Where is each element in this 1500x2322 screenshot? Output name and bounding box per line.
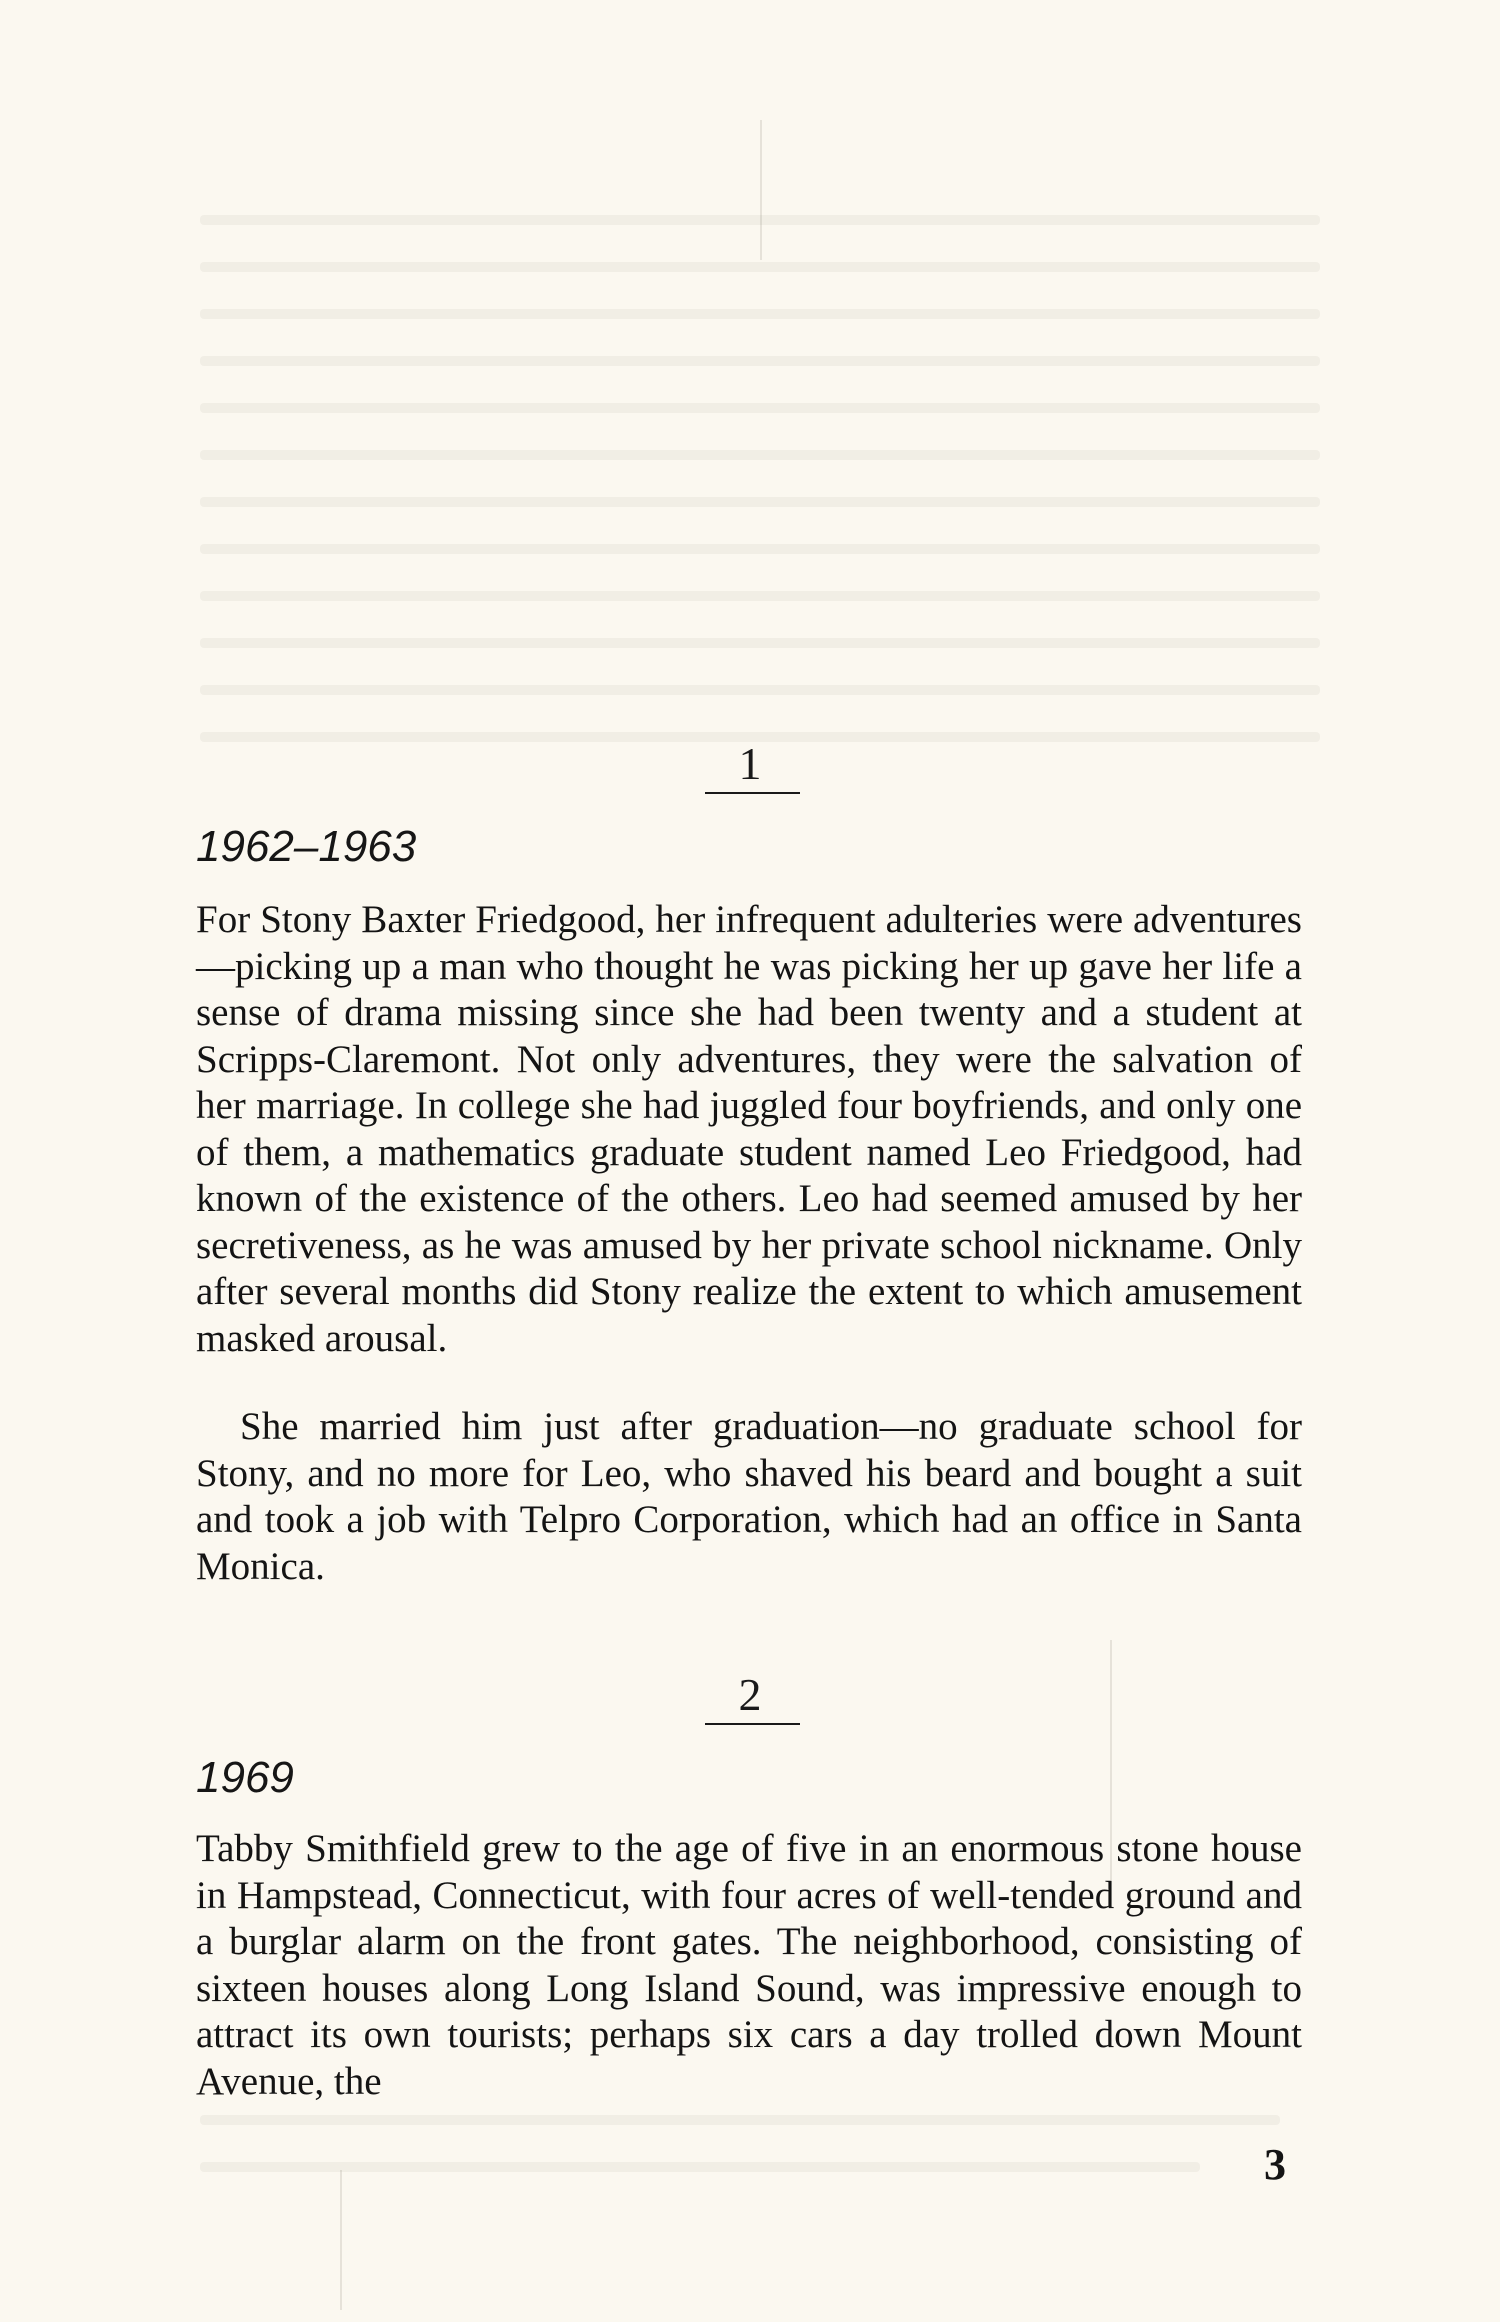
bleed-through-line [200, 262, 1320, 272]
bleed-through-line [200, 2115, 1280, 2125]
chapter-1-paragraph-1: For Stony Baxter Friedgood, her infrequent adulteries were adventures—picking up a man who thought he was picking her up gave her life a sense of drama missing since she had been twenty and a student at Scripps-Claremont. Not only adventures, they were the salvation of her marriage. In college she had juggled four boyfriends, and only one of them, a mathematics graduate student named Leo Friedgood, had known of the existence of the others. Leo had seemed amused by her secretiveness, as he was amused by her private school nickname. Only after several months did Stony realize the extent to which amusement masked arousal. [196, 898, 1302, 1360]
page-number: 3 [1264, 2140, 1286, 2189]
chapter-1-date: 1962–1963 [196, 822, 417, 871]
bleed-through-line [200, 403, 1320, 413]
page-crease [760, 120, 762, 260]
bleed-through-line [200, 450, 1320, 460]
bleed-through-line [200, 544, 1320, 554]
bleed-through-line [200, 309, 1320, 319]
bleed-through-line [200, 2162, 1200, 2172]
chapter-1-number: 1 [738, 738, 762, 789]
chapter-1-paragraph-2: She married him just after graduation—no graduate school for Stony, and no more for Leo, who shaved his beard and bought a suit and took a job with Telpro Corporation, which had an office in Santa Monica. [196, 1405, 1302, 1588]
bleed-through-line [200, 497, 1320, 507]
chapter-2-underline [705, 1723, 800, 1725]
bleed-through-line [200, 638, 1320, 648]
chapter-2-paragraph-1: Tabby Smithfield grew to the age of five in an enormous stone house in Hampstead, Connecticut, with four acres of well-tended ground and a burglar alarm on the front gates. The neighborhood, consisting of sixteen houses along Long Island Sound, was impressive enough to attract its own tourists; perhaps six cars a day trolled down Mount Avenue, the [196, 1827, 1302, 2103]
page-crease [340, 2170, 342, 2310]
chapter-2-date: 1969 [196, 1753, 294, 1802]
chapter-1-underline [705, 792, 800, 794]
bleed-through-line [200, 685, 1320, 695]
bleed-through-line [200, 356, 1320, 366]
bleed-through-line [200, 591, 1320, 601]
chapter-2-number: 2 [738, 1669, 762, 1720]
